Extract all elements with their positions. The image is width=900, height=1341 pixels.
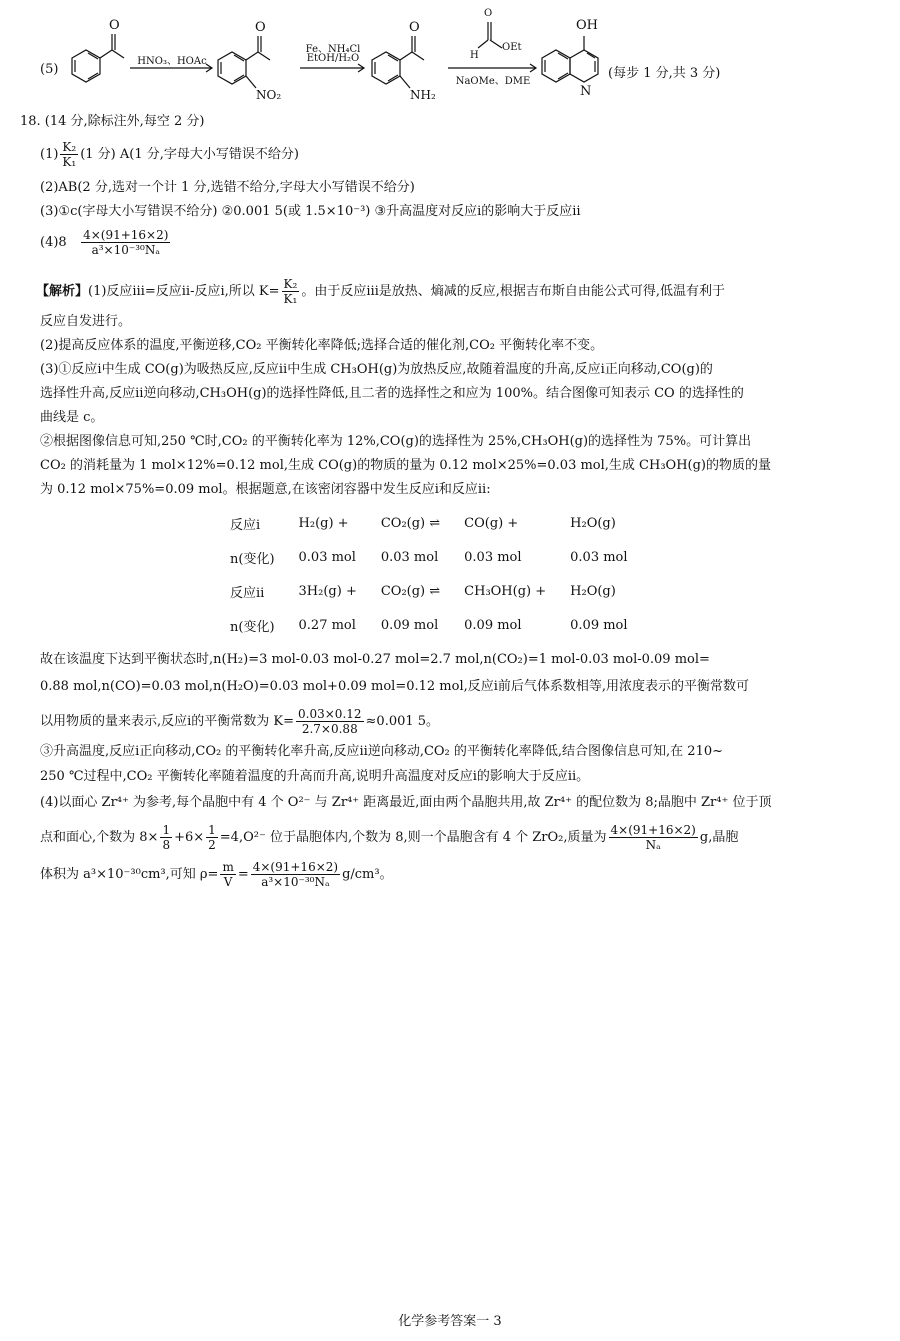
k-ratio-fraction: $\frac{\text{K₂}}{\text{K₁}}$: [62, 140, 77, 169]
table-cell: 反应ⅰ: [230, 517, 261, 533]
reaction-change-table: [218, 506, 640, 642]
answer-2: (2)AB(2 分,选对一个计 1 分,选错不给分,字母大小写错误不给分): [40, 180, 415, 195]
reagent-step3-bottom: NaOMe、DME: [455, 76, 531, 87]
analysis-p7b: 点和面心,个数为 8× $\frac{1}{8}$ +6× $\frac{1}{2}$ =4,O²⁻ 位于晶胞体内,个数为 8,则一个晶胞含有 4 个 ZrO₂,质量为 $\frac{4\times(91+16\times 2)}{\text{Nₐ}}$ g,晶胞: [40, 823, 739, 852]
analysis-p2: (2)提高反应体系的温度,平衡逆移,CO₂ 平衡转化率降低;选择合适的催化剂,CO₂ 平衡转化率不变。: [40, 338, 604, 353]
table-cell: 0.27 mol: [298, 617, 356, 633]
answer-3: (3)①c(字母大小写错误不给分) ②0.001 5(或 1.5×10⁻³) ③升高温度对反应ⅰ的影响大于反应ⅱ: [40, 204, 581, 219]
hydroxyquinoline-structure: [542, 36, 598, 82]
formate-oxygen: O: [484, 8, 493, 19]
step-score-note: (每步 1 分,共 3 分): [608, 66, 721, 81]
table-cell: n(变化): [230, 551, 275, 567]
ketone-oxygen-3: O: [409, 20, 420, 35]
analysis-p5b: 0.88 mol,n(CO)=0.03 mol,n(H₂O)=0.03 mol+0.09 mol=0.12 mol,反应ⅰ前后气体系数相等,用浓度表示的平衡常数可: [40, 679, 750, 694]
question-18-header: 18. (14 分,除标注外,每空 2 分): [20, 114, 205, 129]
analysis-tag: 【解析】: [36, 284, 89, 299]
table-cell: 0.03 mol: [298, 549, 356, 565]
table-cell: 0.09 mol: [380, 617, 439, 633]
analysis-p5c: 以用物质的量来表示,反应ⅰ的平衡常数为 K= $\frac{0.03\times 0.12}{2.7\times 0.88}$ ≈0.001 5。: [40, 707, 440, 736]
equilibrium-constant-fraction: $\frac{0.03\times 0.12}{2.7\times 0.88}$: [298, 707, 362, 736]
table-cell: 0.09 mol: [570, 617, 628, 633]
part-label: (5): [40, 62, 59, 77]
table-cell: 0.03 mol: [380, 549, 439, 565]
analysis-p3a: (3)①反应ⅰ中生成 CO(g)为吸热反应,反应ⅱ中生成 CH₃OH(g)为放热反应,故随着温度的升高,反应ⅰ正向移动,CO(g)的: [40, 362, 713, 377]
analysis-p5a: 故在该温度下达到平衡状态时,n(H₂)=3 mol-0.03 mol-0.27 mol=2.7 mol,n(CO₂)=1 mol-0.03 mol-0.09 mol=: [40, 652, 710, 667]
ketone-oxygen-2: O: [255, 20, 266, 35]
answer-1: (1) $\frac{\text{K₂}}{\text{K₁}}$ (1 分) A(1 分,字母大小写错误不给分): [40, 140, 299, 169]
analysis-p4b: CO₂ 的消耗量为 1 mol×12%=0.12 mol,生成 CO(g)的物质的量为 0.12 mol×25%=0.03 mol,生成 CH₃OH(g)的物质的量: [40, 458, 772, 473]
amino-substituent: NH₂: [410, 88, 436, 102]
table-cell: n(变化): [230, 619, 275, 635]
analysis-p4c: 为 0.12 mol×75%=0.09 mol。根据题意,在该密闭容器中发生反应ⅰ和反应ⅱ:: [40, 482, 491, 497]
reagent-step1: HNO₃、HOAc: [137, 56, 207, 67]
table-cell: H₂O(g): [570, 515, 616, 531]
answer-4: (4)8 $\frac{4\times(91+16\times 2)}{\text{a³×10⁻³⁰Nₐ}}$: [40, 228, 169, 257]
analysis-p1-cont: 反应自发进行。: [40, 314, 132, 329]
analysis-p6b: 250 ℃过程中,CO₂ 平衡转化率随着温度的升高而升高,说明升高温度对反应ⅰ的影响大于反应ⅱ。: [40, 769, 590, 784]
table-cell: CO₂(g) ⇌: [380, 583, 441, 599]
page-footer: 化学参考答案一 3: [398, 1314, 502, 1329]
quinoline-nitrogen: N: [580, 84, 592, 99]
reagent-step2-bottom: EtOH/H₂O: [306, 53, 360, 64]
analysis-p7c: 体积为 a³×10⁻³⁰cm³,可知 ρ= $\frac{m}{V}$ = $\frac{4\times(91+16\times 2)}{\text{a³×10⁻³⁰Nₐ}}$ g/cm³。: [40, 860, 393, 889]
table-row: [218, 574, 640, 608]
aminoacetophenone-structure: [372, 36, 424, 88]
hydroxyl-substituent: OH: [576, 18, 598, 33]
table-cell: 0.09 mol: [464, 617, 522, 633]
analysis-p3c: 曲线是 c。: [40, 410, 104, 425]
table-cell: 0.03 mol: [464, 549, 522, 565]
analysis-p6a: ③升高温度,反应ⅰ正向移动,CO₂ 的平衡转化率升高,反应ⅱ逆向移动,CO₂ 的平衡转化率降低,结合图像信息可知,在 210~: [40, 744, 724, 759]
density-fraction: $\frac{4\times(91+16\times 2)}{\text{a³×10⁻³⁰Nₐ}}$: [83, 228, 169, 257]
table-cell: CO(g) +: [464, 515, 519, 531]
table-row: [218, 608, 640, 642]
analysis-p7a: (4)以面心 Zr⁴⁺ 为参考,每个晶胞中有 4 个 O²⁻ 与 Zr⁴⁺ 距离最近,面由两个晶胞共用,故 Zr⁴⁺ 的配位数为 8;晶胞中 Zr⁴⁺ 位于顶: [40, 795, 772, 810]
table-cell: CO₂(g) ⇌: [380, 515, 441, 531]
table-cell: 3H₂(g) +: [298, 583, 357, 599]
table-cell: 反应ⅱ: [230, 585, 265, 601]
nitro-substituent: NO₂: [256, 88, 282, 102]
table-cell: H₂O(g): [570, 583, 616, 599]
table-cell: 0.03 mol: [570, 549, 628, 565]
analysis-p3b: 选择性升高,反应ⅱ逆向移动,CH₃OH(g)的选择性降低,且二者的选择性之和应为 100%。结合图像可知表示 CO 的选择性的: [40, 386, 744, 401]
table-row: [218, 506, 640, 540]
formate-h: H: [470, 50, 479, 61]
reagent-step2-top: Fe、NH₄Cl: [305, 44, 361, 55]
table-cell: H₂(g) +: [298, 515, 349, 531]
ethyl-formate-structure: [478, 22, 502, 48]
formate-oet: OEt: [502, 42, 522, 53]
acetophenone-structure: [72, 34, 124, 82]
nitroacetophenone-structure: [218, 36, 270, 88]
analysis-p1: 【解析】(1)反应ⅲ=反应ⅱ-反应ⅰ,所以 K= $\frac{\text{K₂}}{\text{K₁}}$ 。由于反应ⅲ是放热、熵减的反应,根据吉布斯自由能公式可得,低温有利于: [36, 277, 726, 306]
table-row: [218, 540, 640, 574]
analysis-p4a: ②根据图像信息可知,250 ℃时,CO₂ 的平衡转化率为 12%,CO(g)的选择性为 25%,CH₃OH(g)的选择性为 75%。可计算出: [40, 434, 752, 449]
table-cell: CH₃OH(g) +: [464, 583, 547, 599]
ketone-oxygen-1: O: [109, 18, 120, 33]
